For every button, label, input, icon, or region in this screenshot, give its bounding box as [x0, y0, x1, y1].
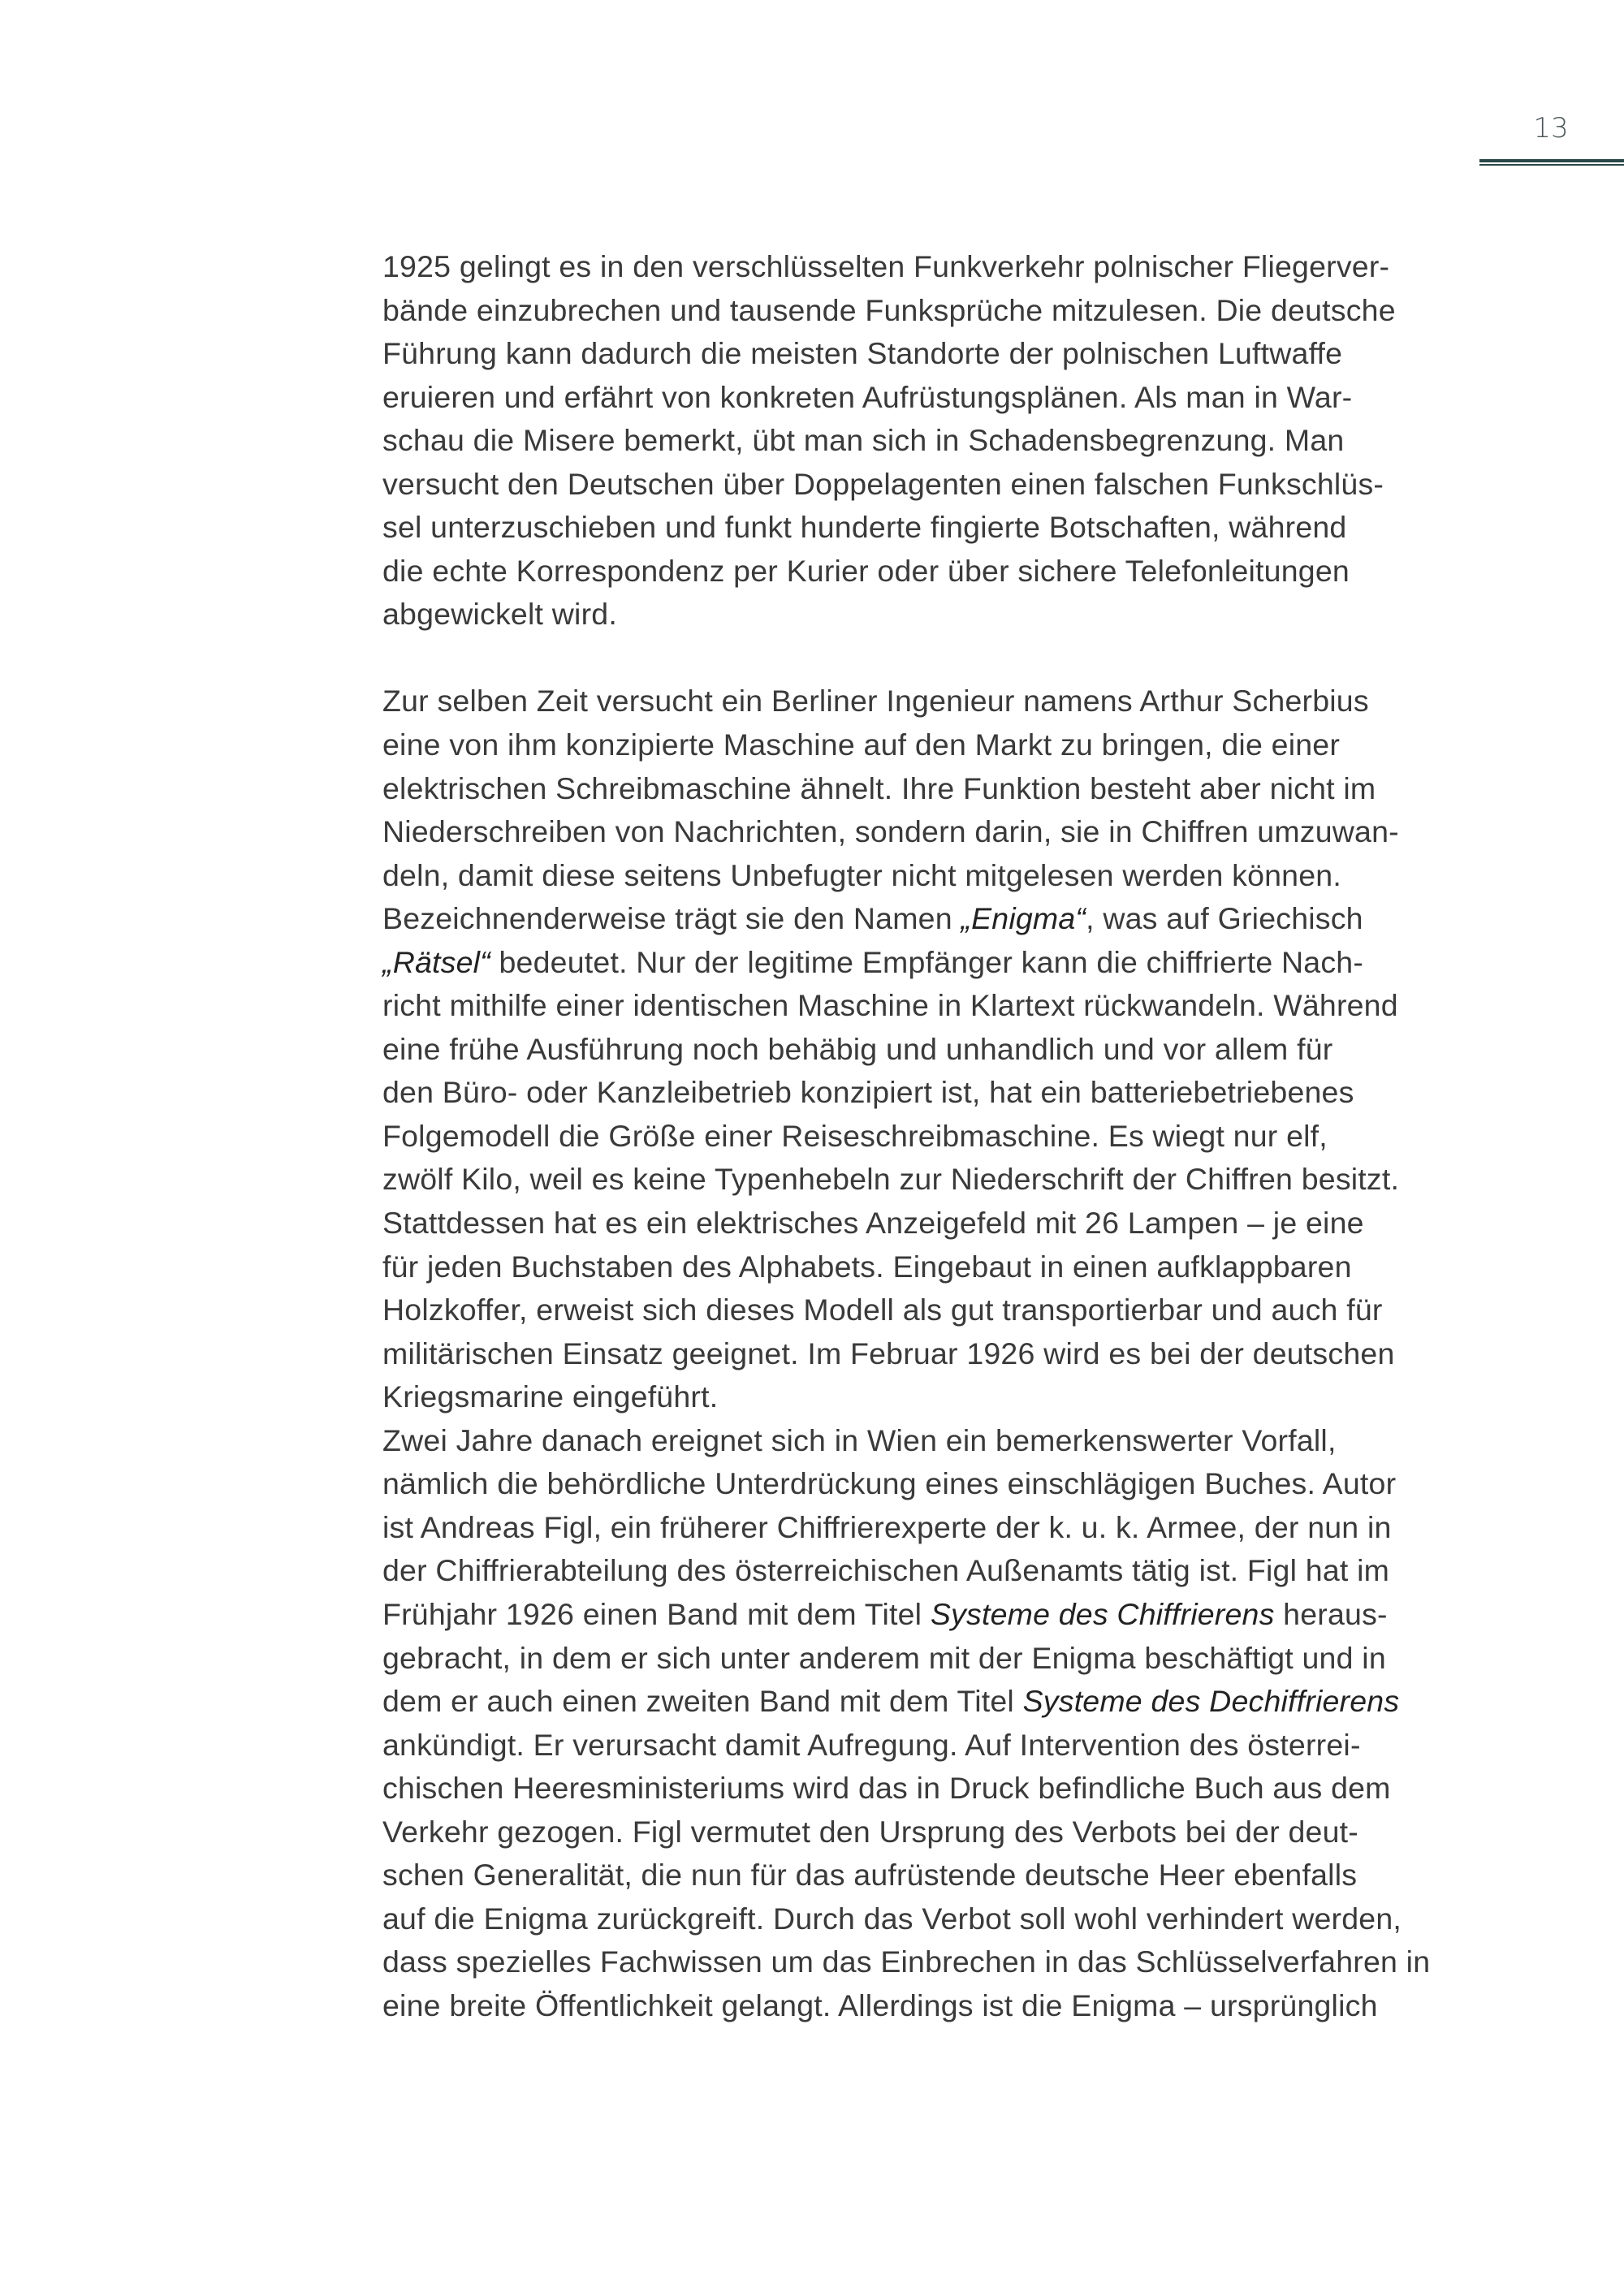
text-line — [382, 1028, 1519, 1072]
text-line — [382, 1506, 1519, 1550]
text-segment: Kriegsmarine eingeführt. — [382, 1379, 719, 1414]
text-segment: Verkehr gezogen. Figl vermutet den Ursprung des Verbots bei der deut- — [382, 1814, 1358, 1849]
text-segment: Folgemodell die Größe einer Reiseschreibmaschine. Es wiegt nur elf, — [382, 1118, 1328, 1153]
text-segment: 1925 gelingt es in den verschlüsselten Funkverkehr polnischer Fliegerver- — [382, 249, 1390, 283]
text-segment: gebracht, in dem er sich unter anderem mit der Enigma beschäftigt und in — [382, 1640, 1386, 1675]
body-text — [382, 245, 1519, 2027]
text-line — [382, 1811, 1519, 1854]
text-segment: ist Andreas Figl, ein früherer Chiffrierexperte der k. u. k. Armee, der nun in — [382, 1509, 1392, 1544]
text-line — [382, 1419, 1519, 1463]
text-segment: Zwei Jahre danach ereignet sich in Wien ein bemerkenswerter Vorfall, — [382, 1422, 1337, 1457]
text-segment: heraus- — [1274, 1596, 1388, 1631]
text-segment: sel unterzuschieben und funkt hunderte fingierte Botschaften, während — [382, 510, 1347, 545]
text-segment: elektrischen Schreibmaschine ähnelt. Ihre Funktion besteht aber nicht im — [382, 770, 1376, 805]
text-line — [382, 1245, 1519, 1289]
page-number: 13 — [1533, 112, 1569, 145]
text-segment: Bezeichnenderweise trägt sie den Namen — [382, 901, 961, 936]
text-line — [382, 1375, 1519, 1419]
text-segment: abgewickelt wird. — [382, 597, 617, 632]
text-line — [382, 767, 1519, 811]
text-segment: die echte Korrespondenz per Kurier oder über sichere Telefonleitungen — [382, 553, 1350, 588]
text-line — [382, 1549, 1519, 1593]
text-segment: eine frühe Ausführung noch behäbig und unhandlich und vor allem für — [382, 1031, 1333, 1066]
text-segment: nämlich die behördliche Unterdrückung eines einschlägigen Buches. Autor — [382, 1466, 1397, 1501]
text-segment: schau die Misere bemerkt, übt man sich in Schadensbegrenzung. Man — [382, 423, 1345, 458]
text-segment: eruieren und erfährt von konkreten Aufrüstungsplänen. Als man in War- — [382, 379, 1353, 414]
text-line — [382, 289, 1519, 333]
text-line — [382, 941, 1519, 985]
text-line — [382, 1767, 1519, 1811]
text-line — [382, 1854, 1519, 1897]
text-segment: versucht den Deutschen über Doppelagenten einen falschen Funkschlüs- — [382, 466, 1384, 501]
text-line — [382, 1724, 1519, 1768]
text-line — [382, 376, 1519, 420]
text-segment: bedeutet. Nur der legitime Empfänger kann die chiffrierte Nach- — [490, 944, 1364, 979]
text-segment: dem er auch einen zweiten Band mit dem Titel — [382, 1684, 1023, 1719]
text-line — [382, 1158, 1519, 1202]
text-segment: Führung kann dadurch die meisten Standorte der polnischen Luftwaffe — [382, 336, 1343, 371]
text-line — [382, 1202, 1519, 1245]
text-segment: Stattdessen hat es ein elektrisches Anzeigefeld mit 26 Lampen – je eine — [382, 1206, 1364, 1241]
text-line — [382, 1897, 1519, 1941]
text-line — [382, 1462, 1519, 1506]
text-segment: eine von ihm konzipierte Maschine auf den Markt zu bringen, die einer — [382, 727, 1341, 762]
text-segment: auf die Enigma zurückgreift. Durch das Verbot soll wohl verhindert werden, — [382, 1901, 1402, 1936]
text-line — [382, 1940, 1519, 1984]
text-line — [382, 1593, 1519, 1637]
text-line — [382, 550, 1519, 594]
text-segment: chischen Heeresministeriums wird das in Druck befindliche Buch aus dem — [382, 1771, 1391, 1806]
text-line — [382, 593, 1519, 637]
italic-text: Systeme des Dechiffrierens — [1022, 1684, 1400, 1719]
text-line — [382, 419, 1519, 463]
text-line — [382, 1115, 1519, 1159]
italic-text: „Enigma“ — [961, 901, 1086, 936]
italic-text: Systeme des Chiffrierens — [930, 1596, 1275, 1631]
text-line — [382, 637, 1519, 680]
text-segment: bände einzubrechen und tausende Funksprüche mitzulesen. Die deutsche — [382, 292, 1396, 327]
text-line — [382, 854, 1519, 898]
text-segment: zwölf Kilo, weil es keine Typenhebeln zur Niederschrift der Chiffren besitzt. — [382, 1162, 1400, 1197]
text-segment: Zur selben Zeit versucht ein Berliner Ingenieur namens Arthur Scherbius — [382, 684, 1369, 719]
header-rule-thick — [1479, 159, 1624, 162]
text-segment: eine breite Öffentlichkeit gelangt. Allerdings ist die Enigma – ursprünglich — [382, 1988, 1378, 2022]
text-line — [382, 1637, 1519, 1681]
text-segment: militärischen Einsatz geeignet. Im Februar 1926 wird es bei der deutschen — [382, 1336, 1395, 1370]
text-segment: dass spezielles Fachwissen um das Einbrechen in das Schlüsselverfahren in — [382, 1945, 1431, 1979]
text-line — [382, 1071, 1519, 1115]
text-line — [382, 723, 1519, 767]
text-segment: , was auf Griechisch — [1086, 901, 1363, 936]
text-line — [382, 897, 1519, 941]
text-line — [382, 332, 1519, 376]
text-line — [382, 810, 1519, 854]
text-line — [382, 1680, 1519, 1724]
text-line — [382, 1332, 1519, 1376]
text-segment: Frühjahr 1926 einen Band mit dem Titel — [382, 1596, 931, 1631]
header-rule-thin — [1479, 164, 1624, 166]
text-segment: richt mithilfe einer identischen Maschine in Klartext rückwandeln. Während — [382, 988, 1398, 1023]
text-segment: ankündigt. Er verursacht damit Aufregung. Auf Intervention des österrei- — [382, 1727, 1361, 1762]
text-segment: den Büro- oder Kanzleibetrieb konzipiert ist, hat ein batteriebetriebenes — [382, 1075, 1354, 1110]
text-line — [382, 245, 1519, 289]
text-segment: Niederschreiben von Nachrichten, sondern darin, sie in Chiffren umzuwan- — [382, 814, 1399, 849]
text-line — [382, 984, 1519, 1028]
text-segment: schen Generalität, die nun für das aufrüstende deutsche Heer ebenfalls — [382, 1858, 1358, 1893]
text-line — [382, 506, 1519, 550]
text-line — [382, 680, 1519, 723]
text-segment: Holzkoffer, erweist sich dieses Modell als gut transportierbar und auch für — [382, 1293, 1383, 1327]
text-line — [382, 1288, 1519, 1332]
text-segment: für jeden Buchstaben des Alphabets. Eingebaut in einen aufklappbaren — [382, 1249, 1352, 1284]
text-line — [382, 463, 1519, 507]
italic-text: „Rätsel“ — [382, 944, 490, 979]
text-segment: der Chiffrierabteilung des österreichischen Außenamts tätig ist. Figl hat im — [382, 1553, 1390, 1588]
text-segment: deln, damit diese seitens Unbefugter nicht mitgelesen werden können. — [382, 857, 1341, 892]
text-line — [382, 1984, 1519, 2028]
